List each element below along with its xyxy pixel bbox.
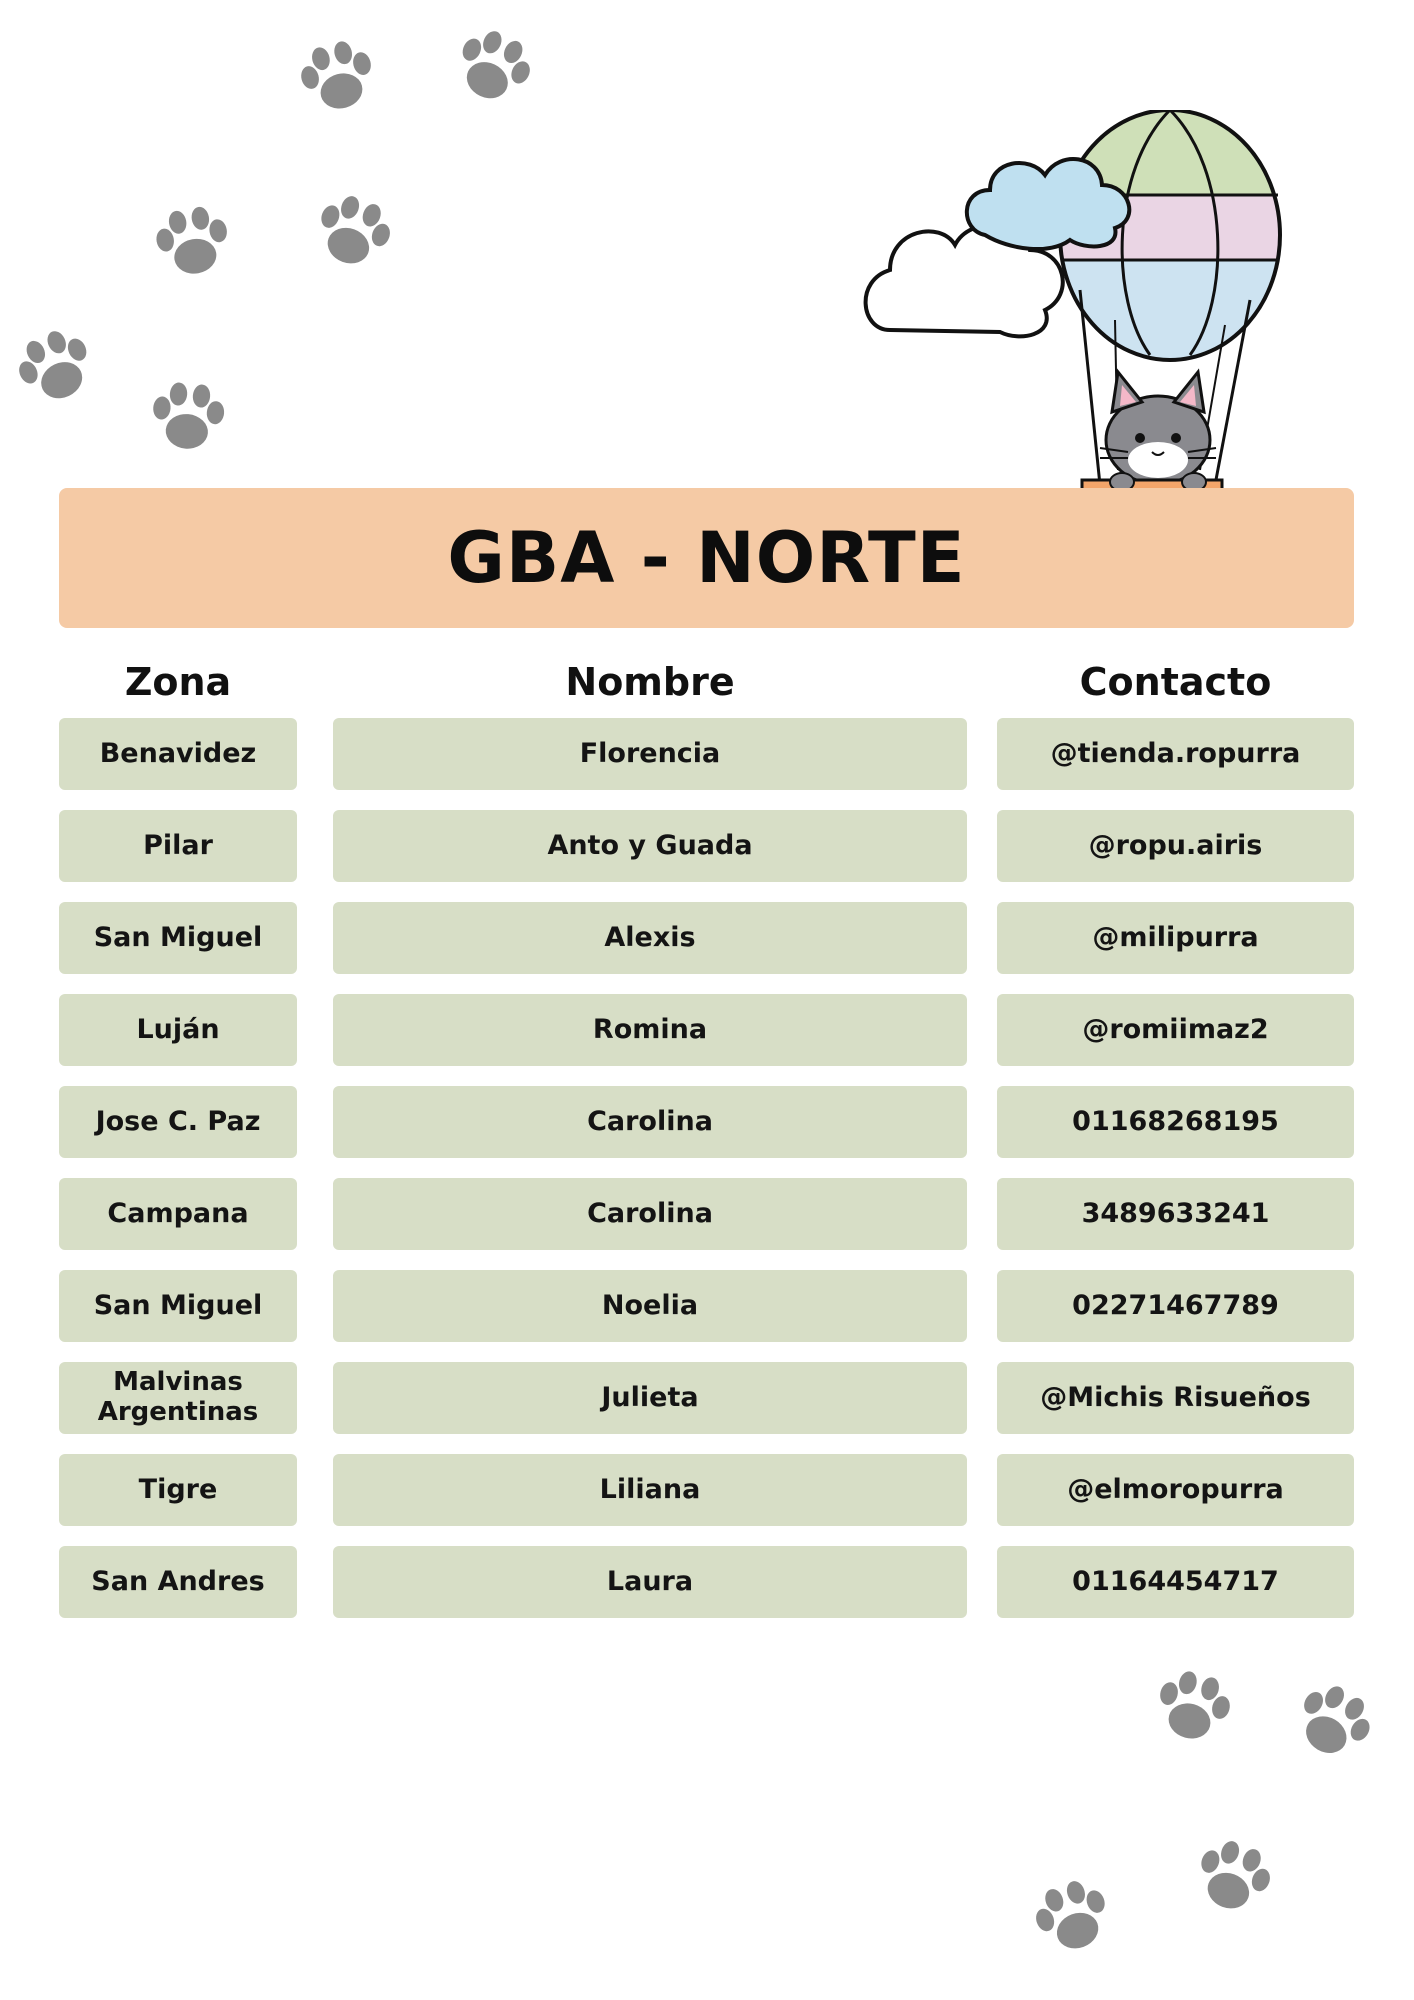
cell-zona: Malvinas Argentinas	[59, 1362, 297, 1434]
paw-print-icon	[279, 19, 397, 137]
cell-contacto: @romiimaz2	[997, 994, 1354, 1066]
paw-print-icon	[1011, 1856, 1134, 1979]
page-title: GBA - NORTE	[447, 517, 966, 599]
cell-zona: Luján	[59, 994, 297, 1066]
cell-nombre: Romina	[333, 994, 967, 1066]
column-header-zona: Zona	[124, 660, 232, 704]
cell-contacto: @milipurra	[997, 902, 1354, 974]
title-banner	[59, 488, 1354, 628]
cell-nombre: Alexis	[333, 902, 967, 974]
table-row	[0, 1362, 1414, 1434]
table-row	[0, 1178, 1414, 1250]
table-row	[0, 1270, 1414, 1342]
cell-zona: Benavidez	[59, 718, 297, 790]
cell-zona: San Miguel	[59, 902, 297, 974]
cell-nombre: Carolina	[333, 1086, 967, 1158]
cell-contacto: 01164454717	[997, 1546, 1354, 1618]
paw-print-icon	[429, 4, 557, 132]
cell-contacto: 02271467789	[997, 1270, 1354, 1342]
paw-print-icon	[0, 304, 120, 432]
cell-nombre: Florencia	[333, 718, 967, 790]
cell-nombre: Laura	[333, 1546, 967, 1618]
table-row	[0, 1454, 1414, 1526]
paw-print-icon	[291, 171, 414, 294]
cell-zona: San Andres	[59, 1546, 297, 1618]
cell-zona: Campana	[59, 1178, 297, 1250]
paw-print-icon	[1267, 1657, 1398, 1788]
paw-print-icon	[1134, 1649, 1252, 1767]
table-row	[0, 902, 1414, 974]
paw-print-icon	[136, 366, 240, 470]
table-row	[0, 718, 1414, 790]
table-row	[0, 1546, 1414, 1618]
cell-zona: Tigre	[59, 1454, 297, 1526]
cell-contacto: 3489633241	[997, 1178, 1354, 1250]
column-header-nombre: Nombre	[565, 660, 735, 704]
column-header-contacto: Contacto	[1079, 660, 1272, 704]
table-row	[0, 1086, 1414, 1158]
cell-zona: San Miguel	[59, 1270, 297, 1342]
cell-contacto: 01168268195	[997, 1086, 1354, 1158]
table-row	[0, 994, 1414, 1066]
cell-nombre: Liliana	[333, 1454, 967, 1526]
cell-zona: Jose C. Paz	[59, 1086, 297, 1158]
paw-print-icon	[1171, 1816, 1294, 1939]
table-row	[0, 810, 1414, 882]
cell-nombre: Noelia	[333, 1270, 967, 1342]
paw-print-icon	[137, 187, 248, 298]
cell-nombre: Anto y Guada	[333, 810, 967, 882]
cell-zona: Pilar	[59, 810, 297, 882]
cell-nombre: Carolina	[333, 1178, 967, 1250]
cell-contacto: @elmoropurra	[997, 1454, 1354, 1526]
cell-contacto: @ropu.airis	[997, 810, 1354, 882]
cell-contacto: @tienda.ropurra	[997, 718, 1354, 790]
cell-contacto: @Michis Risueños	[997, 1362, 1354, 1434]
cell-nombre: Julieta	[333, 1362, 967, 1434]
